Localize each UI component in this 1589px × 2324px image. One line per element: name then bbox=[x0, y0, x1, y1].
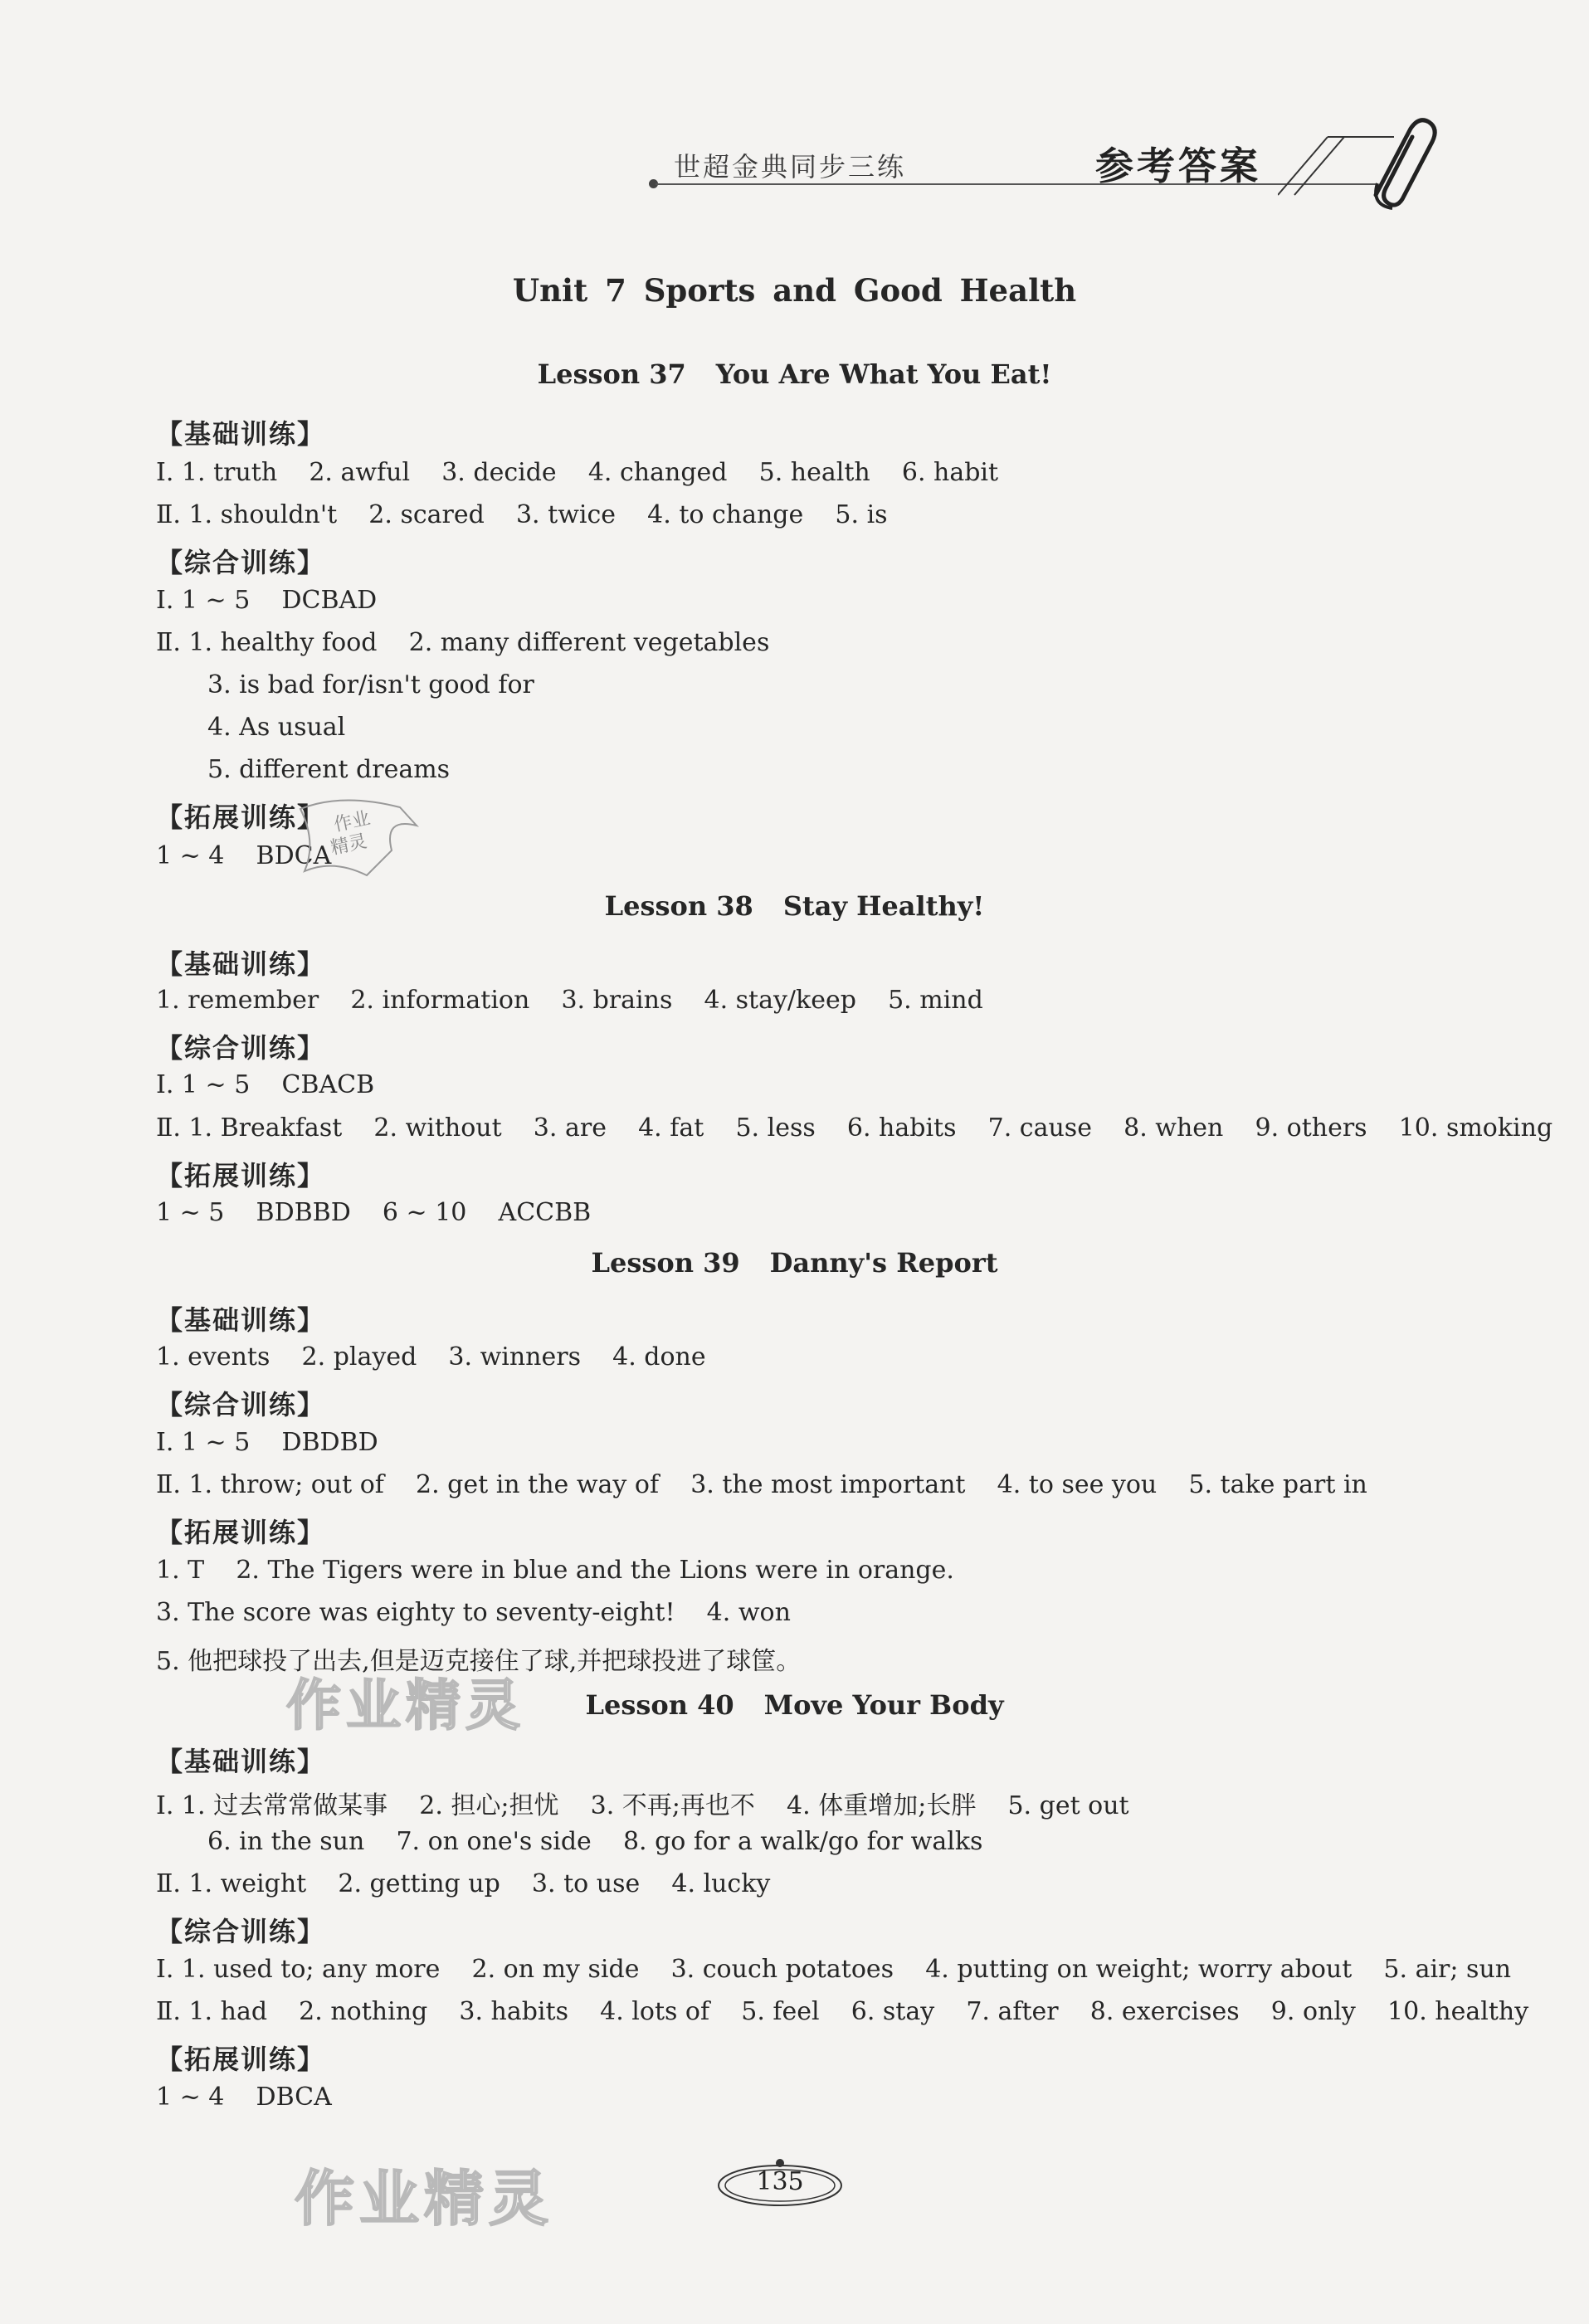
section-heading: 【综合训练】 bbox=[156, 1389, 326, 1420]
lesson-number: Lesson 37 bbox=[537, 358, 686, 390]
watermark: 作业精灵 bbox=[295, 2164, 554, 2234]
answer-line: 5. different dreams bbox=[207, 755, 451, 784]
answer-line: 3. is bad for/isn't good for bbox=[207, 670, 534, 699]
answer-line: Ⅱ. 1. throw; out of 2. get in the way of 3. the most important 4. to see you 5. take part in bbox=[156, 1470, 1367, 1499]
answer-line: 1 ~ 4 DBCA bbox=[156, 2083, 332, 2112]
answer-line: Ⅰ. 1. 过去常常做某事 2. 担心;担忧 3. 不再;再也不 4. 体重增加;长胖 5. get out bbox=[156, 1791, 1129, 1820]
section-heading: 【综合训练】 bbox=[156, 1916, 326, 1947]
answer-line: 1. events 2. played 3. winners 4. done bbox=[156, 1342, 706, 1372]
answer-line: 6. in the sun 7. on one's side 8. go for a walk/go for walks bbox=[207, 1827, 983, 1856]
lesson-title: Danny's Report bbox=[769, 1247, 998, 1279]
page-number: 135 bbox=[756, 2167, 804, 2196]
stamp-logo bbox=[292, 792, 425, 884]
series-name: 世超金典同步三练 bbox=[674, 151, 907, 183]
section-heading: 【综合训练】 bbox=[156, 1032, 326, 1064]
answer-line: Ⅰ. 1 ~ 5 CBACB bbox=[156, 1070, 375, 1099]
answer-line: Ⅱ. 1. had 2. nothing 3. habits 4. lots of 5. feel 6. stay 7. after 8. exercises 9. only 10. healthy bbox=[156, 1997, 1529, 2026]
answer-line: Ⅰ. 1. used to; any more 2. on my side 3. couch potatoes 4. putting on weight; worry about 5. air; sun bbox=[156, 1955, 1512, 1984]
lesson-title: Stay Healthy! bbox=[782, 890, 985, 922]
lesson-37-heading bbox=[0, 358, 1589, 390]
answer-line: 4. As usual bbox=[207, 713, 346, 742]
watermark: 作业精灵 bbox=[286, 1674, 525, 1737]
lesson-40-heading bbox=[0, 1689, 1589, 1721]
section-heading: 【基础训练】 bbox=[156, 948, 326, 980]
paperclip-icon bbox=[1278, 112, 1444, 212]
lesson-title: You Are What You Eat! bbox=[715, 358, 1052, 390]
answer-line: Ⅰ. 1. truth 2. awful 3. decide 4. changed 5. health 6. habit bbox=[156, 458, 999, 487]
answer-line: Ⅱ. 1. healthy food 2. many different vegetables bbox=[156, 628, 770, 657]
section-heading: 【拓展训练】 bbox=[156, 1517, 326, 1548]
lesson-number: Lesson 39 bbox=[591, 1247, 740, 1279]
answer-line: 1 ~ 4 BDCA bbox=[156, 841, 332, 870]
page-number-badge bbox=[714, 2156, 846, 2214]
answer-line: 5. 他把球投了出去,但是迈克接住了球,并把球投进了球筐。 bbox=[156, 1647, 802, 1676]
answer-section-title: 参考答案 bbox=[1095, 144, 1261, 188]
answer-line: Ⅱ. 1. Breakfast 2. without 3. are 4. fat 5. less 6. habits 7. cause 8. when 9. others 10. smoking bbox=[156, 1113, 1553, 1143]
section-heading: 【基础训练】 bbox=[156, 1746, 326, 1777]
lesson-number: Lesson 40 bbox=[585, 1689, 734, 1721]
answer-line: 3. The score was eighty to seventy-eight! 4. won bbox=[156, 1598, 791, 1627]
stamp-text-line: 精灵 bbox=[329, 831, 369, 860]
lesson-38-heading bbox=[0, 890, 1589, 922]
answer-line: Ⅰ. 1 ~ 5 DBDBD bbox=[156, 1428, 378, 1457]
answer-line: Ⅰ. 1 ~ 5 DCBAD bbox=[156, 586, 378, 615]
lesson-39-heading bbox=[0, 1247, 1589, 1279]
unit-title: Unit 7 Sports and Good Health bbox=[512, 272, 1077, 309]
section-heading: 【基础训练】 bbox=[156, 418, 326, 450]
section-heading: 【拓展训练】 bbox=[156, 1160, 326, 1191]
answer-line: 1. T 2. The Tigers were in blue and the Lions were in orange. bbox=[156, 1556, 954, 1585]
section-heading: 【拓展训练】 bbox=[156, 801, 326, 833]
answer-line: 1. remember 2. information 3. brains 4. stay/keep 5. mind bbox=[156, 986, 983, 1015]
lesson-title: Move Your Body bbox=[763, 1689, 1004, 1721]
stamp-text-line: 作业 bbox=[332, 807, 373, 836]
answer-line: Ⅱ. 1. weight 2. getting up 3. to use 4. lucky bbox=[156, 1869, 771, 1898]
section-heading: 【综合训练】 bbox=[156, 547, 326, 578]
section-heading: 【基础训练】 bbox=[156, 1304, 326, 1336]
answer-line: 1 ~ 5 BDBBD 6 ~ 10 ACCBB bbox=[156, 1198, 592, 1227]
lesson-number: Lesson 38 bbox=[604, 890, 753, 922]
section-heading: 【拓展训练】 bbox=[156, 2044, 326, 2075]
answer-line: Ⅱ. 1. shouldn't 2. scared 3. twice 4. to change 5. is bbox=[156, 500, 888, 529]
